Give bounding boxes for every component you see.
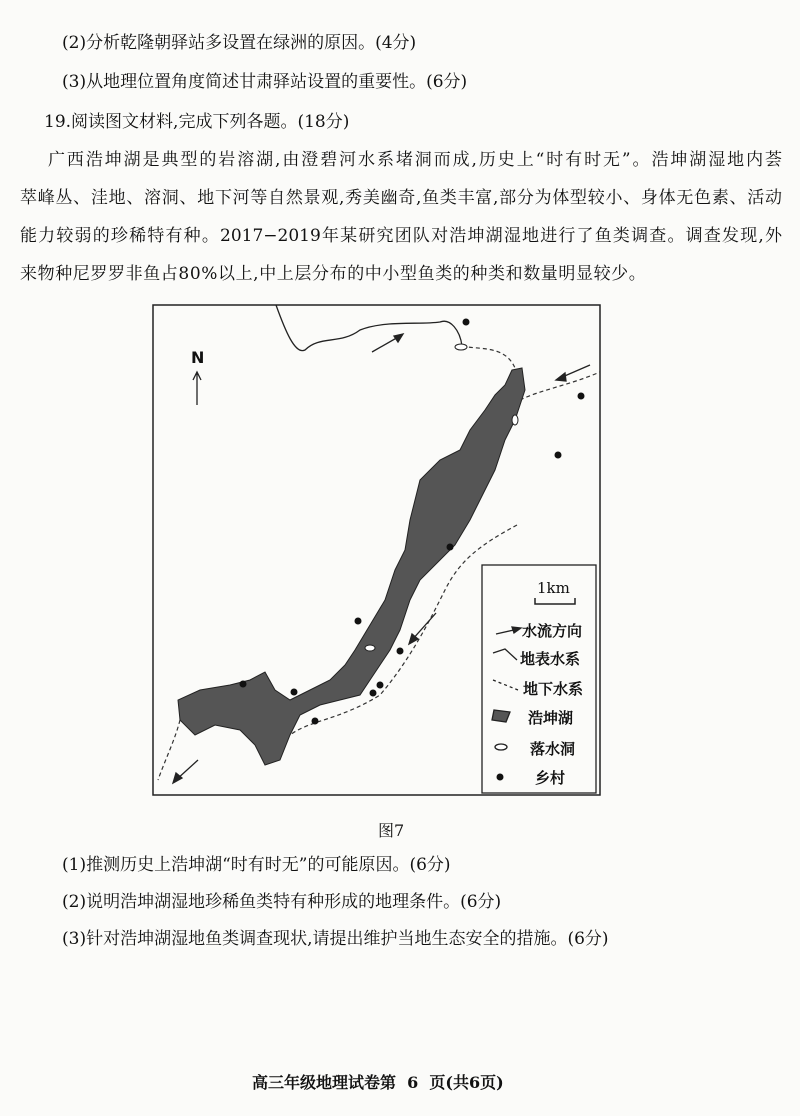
paragraph-line: 来物种尼罗罗非鱼占80%以上,中上层分布的中小型鱼类的种类和数量明显较少。: [20, 264, 647, 284]
lake-legend-icon: [492, 710, 510, 722]
question-19-1: (1)推测历史上浩坤湖“时有时无”的可能原因。(6分): [62, 855, 451, 875]
sinkhole-icon: [455, 344, 467, 350]
haokun-lake: [178, 368, 525, 765]
north-label: N: [191, 348, 205, 367]
question-19-title: 19.阅读图文材料,完成下列各题。(18分): [44, 112, 350, 132]
paragraph-line: 广西浩坤湖是典型的岩溶湖,由澄碧河水系堵洞而成,历史上“时有时无”。浩坤湖湿地内荟: [48, 150, 782, 170]
sinkhole-legend-icon: [495, 744, 507, 750]
paragraph-line: 萃峰丛、洼地、溶洞、地下河等自然景观,秀美幽奇,鱼类丰富,部分为体型较小、身体无色素、活动: [20, 188, 782, 208]
legend-surface-river: 地表水系: [520, 650, 581, 668]
paragraph-line: 能力较弱的珍稀特有种。2017−2019年某研究团队对浩坤湖湿地进行了鱼类调查。调查发现,外: [20, 226, 782, 246]
figure-caption: 图7: [378, 821, 405, 840]
scale-label: 1km: [537, 579, 570, 597]
north-arrow: [193, 372, 201, 405]
sinkhole-icon: [512, 415, 518, 425]
legend-village: 乡村: [535, 769, 566, 787]
legend-underground-river: 地下水系: [523, 680, 584, 698]
legend-lake: 浩坤湖: [528, 709, 574, 727]
legend-flow: 水流方向: [522, 622, 583, 640]
question-19-3: (3)针对浩坤湖湿地鱼类调查现状,请提出维护当地生态安全的措施。(6分): [62, 929, 609, 949]
question-18-3: (3)从地理位置角度简述甘肃驿站设置的重要性。(6分): [62, 72, 468, 92]
question-18-2: (2)分析乾隆朝驿站多设置在绿洲的原因。(4分): [62, 33, 417, 53]
village-legend-icon: [497, 774, 504, 781]
question-19-2: (2)说明浩坤湖湿地珍稀鱼类特有种形成的地理条件。(6分): [62, 892, 502, 912]
sinkhole-icon: [365, 645, 375, 651]
underground-river: [462, 346, 600, 400]
page-footer: 高三年级地理试卷第 6 页(共6页): [252, 1073, 504, 1092]
underground-river: [158, 720, 180, 780]
surface-river: [276, 305, 462, 351]
legend-sinkhole: 落水洞: [530, 740, 576, 758]
